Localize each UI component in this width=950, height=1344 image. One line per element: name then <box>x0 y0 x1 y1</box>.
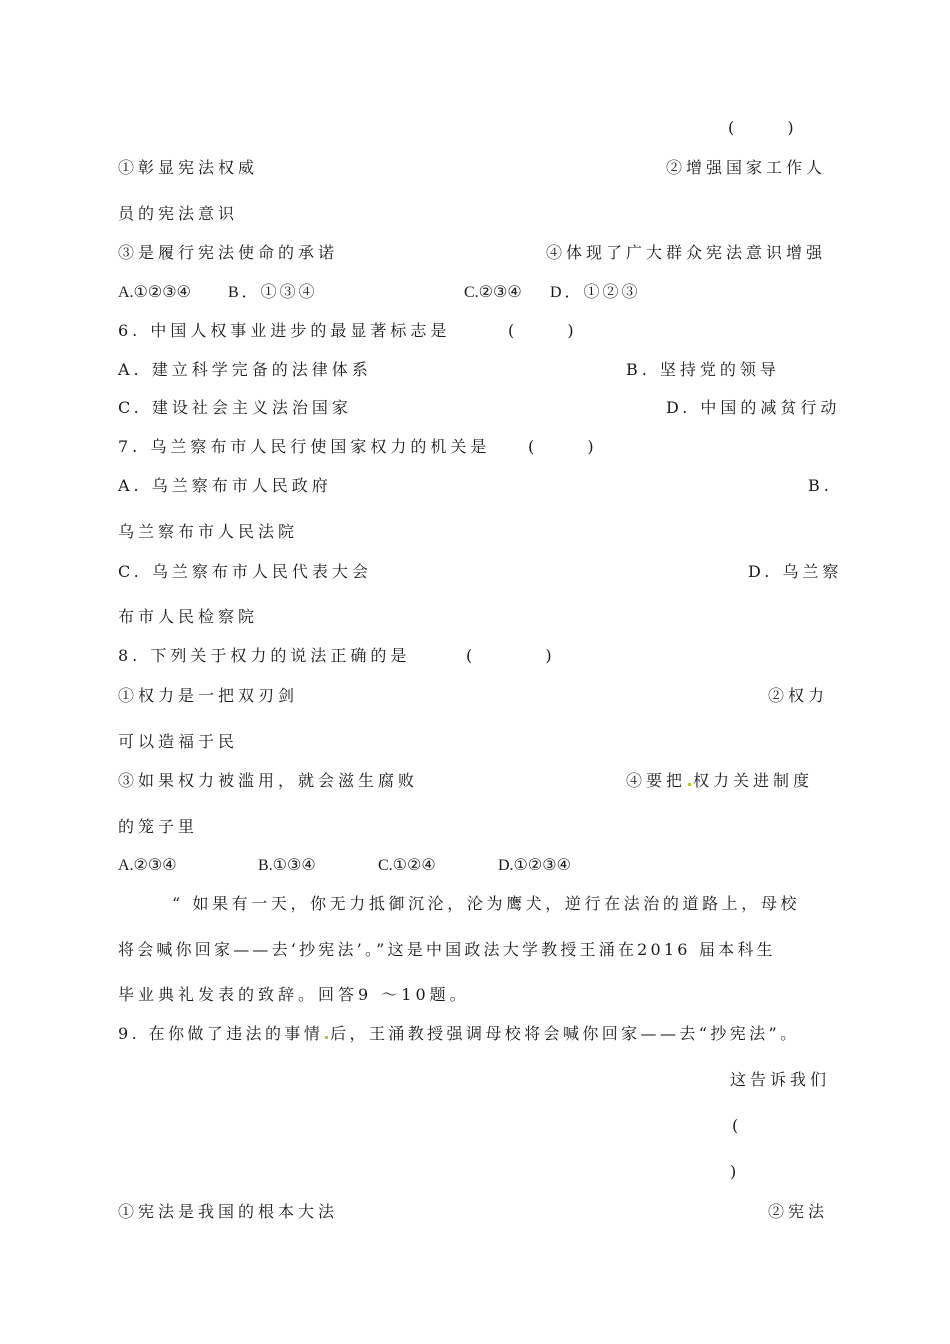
q9-option-1: ①宪法是我国的根本大法 <box>118 1202 339 1221</box>
answer-blank: ( ) <box>728 118 798 137</box>
q6-choice-b: B. 坚持党的领导 <box>626 360 780 379</box>
q9-stem-b: 后，王涌教授强调母校将会喊你回家——去“抄宪法”。 <box>330 1024 800 1043</box>
q8-option-4-cont: 的笼子里 <box>118 817 199 836</box>
q9-paren-close: ) <box>730 1162 741 1181</box>
q8-option-3: ③如果权力被滥用，就会滋生腐败 <box>118 771 419 790</box>
q7-choice-b-text: 乌兰察布市人民法院 <box>118 522 299 541</box>
q7-answer-paren <box>528 437 598 457</box>
q9-stem-a: 9. 在你做了违法的事情 <box>118 1024 324 1043</box>
passage-line-3: 毕业典礼发表的致辞。回答9 ～10题。 <box>118 985 470 1004</box>
q5-option-2-cont: 员的宪法意识 <box>118 204 239 223</box>
q5-choice-a: A.①②③④ <box>118 284 191 301</box>
q8-choice-c: C.①②④ <box>378 857 436 874</box>
answer-blank: ( ) <box>528 437 598 456</box>
q5-choice-b: B．①③④ <box>228 284 318 301</box>
q8-option-1: ①权力是一把双刃剑 <box>118 686 299 705</box>
answer-blank: ( ) <box>508 321 578 340</box>
q7-stem: 7. 乌兰察布市人民行使国家权力的机关是 <box>118 437 491 456</box>
q7-choice-c: C. 乌兰察布市人民代表大会 <box>118 562 372 581</box>
q6-answer-paren <box>508 321 578 341</box>
passage-line-1: “ 如果有一天，你无力抵御沉沦，沦为鹰犬，逆行在法治的道路上，母校 <box>172 894 801 913</box>
q8-choice-b: B.①③④ <box>258 857 316 874</box>
q8-choice-d: D.①②③④ <box>498 857 571 874</box>
q6-choice-d: D. 中国的减贫行动 <box>666 398 841 417</box>
q6-choice-a: A. 建立科学完备的法律体系 <box>118 360 372 379</box>
q5-choice-d: D．①②③ <box>550 284 641 301</box>
q8-option-2: ②权力 <box>768 686 829 705</box>
q8-choice-a: A.②③④ <box>118 857 177 874</box>
q5-option-3: ③是履行宪法使命的承诺 <box>118 243 339 262</box>
q7-choice-d-cont: 布市人民检察院 <box>118 607 259 626</box>
q5-option-1: ①彰显宪法权威 <box>118 158 259 177</box>
q5-answer-paren <box>728 118 798 138</box>
q7-choice-b-label: B. <box>808 476 833 495</box>
q9-stem <box>118 1024 800 1044</box>
q8-option-4 <box>626 771 813 791</box>
q8-answer-paren <box>466 646 556 666</box>
q7-choice-a: A. 乌兰察布市人民政府 <box>118 476 332 495</box>
q5-option-2: ②增强国家工作人 <box>666 158 827 177</box>
q9-stem-cont: 这告诉我们 <box>730 1070 831 1089</box>
q6-stem: 6. 中国人权事业进步的最显著标志是 <box>118 321 451 340</box>
q8-option-4-a: ④要把 <box>626 771 687 790</box>
answer-blank: ( ) <box>466 646 556 665</box>
mark-dot <box>688 783 691 786</box>
q9-option-2: ②宪法 <box>768 1202 829 1221</box>
q8-option-4-b: 权力关进制度 <box>693 771 814 790</box>
q8-option-2-cont: 可以造福于民 <box>118 732 239 751</box>
mark-dot <box>325 1036 328 1039</box>
q9-paren-open: ( <box>732 1116 743 1135</box>
q8-stem: 8. 下列关于权力的说法正确的是 <box>118 646 411 665</box>
q5-choice-c: C.②③④ <box>464 284 522 301</box>
passage-line-2: 将会喊你回家——去‘抄宪法’。”这是中国政法大学教授王涌在2016 届本科生 <box>118 940 776 959</box>
q6-choice-c: C. 建设社会主义法治国家 <box>118 398 352 417</box>
q5-option-4: ④体现了广大群众宪法意识增强 <box>546 243 827 262</box>
q7-choice-d-label: D. 乌兰察 <box>748 562 843 581</box>
